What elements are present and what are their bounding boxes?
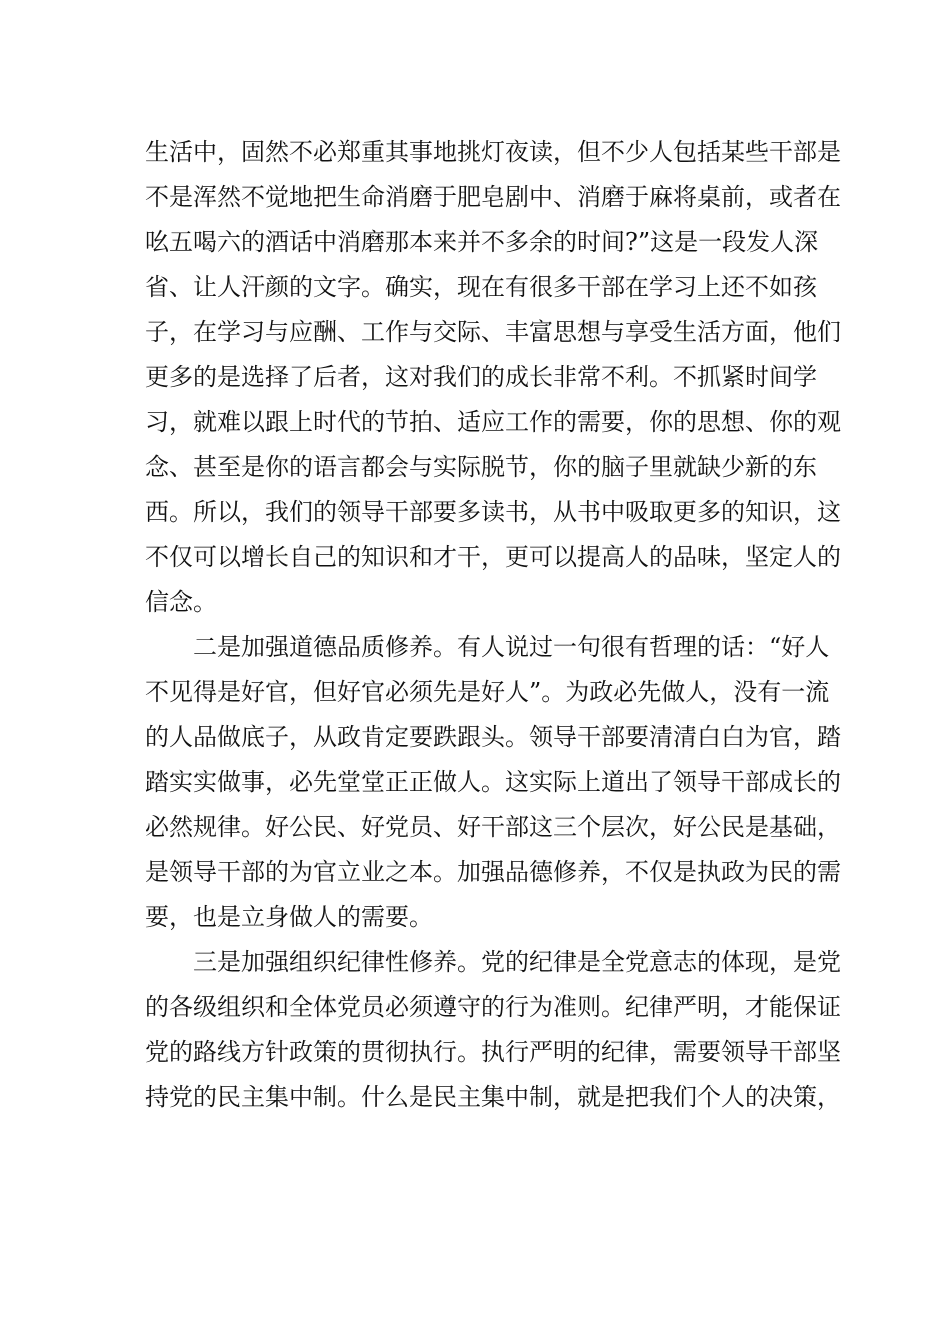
- text-line: 持党的民主集中制。什么是民主集中制，就是把我们个人的决策，: [145, 1083, 841, 1111]
- text-line: 三是加强组织纪律性修养。党的纪律是全党意志的体现，是党: [193, 948, 841, 976]
- text-line: 习，就难以跟上时代的节拍、适应工作的需要，你的思想、你的观: [145, 408, 841, 436]
- text-line: 不是浑然不觉地把生命消磨于肥皂剧中、消磨于麻将桌前，或者在: [145, 183, 841, 211]
- text-line: 省、让人汗颜的文字。确实，现在有很多干部在学习上还不如孩: [145, 273, 817, 301]
- body-text: [145, 130, 841, 1120]
- text-line: 党的路线方针政策的贯彻执行。执行严明的纪律，需要领导干部坚: [145, 1038, 841, 1066]
- text-line: 要，也是立身做人的需要。: [145, 903, 433, 931]
- text-line: 吆五喝六的酒话中消磨那本来并不多余的时间?”这是一段发人深: [145, 228, 819, 256]
- paragraph: [145, 940, 841, 1120]
- text-line: 踏实实做事，必先堂堂正正做人。这实际上道出了领导干部成长的: [145, 768, 841, 796]
- text-line: 的人品做底子，从政肯定要跌跟头。领导干部要清清白白为官，踏: [145, 723, 841, 751]
- text-line: 信念。: [145, 588, 217, 616]
- paragraph: [145, 625, 841, 940]
- text-line: 生活中，固然不必郑重其事地挑灯夜读，但不少人包括某些干部是: [145, 138, 841, 166]
- text-line: 是领导干部的为官立业之本。加强品德修养，不仅是执政为民的需: [145, 858, 841, 886]
- text-line: 二是加强道德品质修养。有人说过一句很有哲理的话：“好人: [193, 633, 830, 661]
- text-line: 子，在学习与应酬、工作与交际、丰富思想与享受生活方面，他们: [145, 318, 841, 346]
- paragraph: [145, 130, 841, 625]
- text-line: 不见得是好官，但好官必须先是好人”。为政必先做人，没有一流: [145, 678, 830, 706]
- text-line: 不仅可以增长自己的知识和才干，更可以提高人的品味，坚定人的: [145, 543, 841, 571]
- text-line: 念、甚至是你的语言都会与实际脱节，你的脑子里就缺少新的东: [145, 453, 817, 481]
- text-line: 的各级组织和全体党员必须遵守的行为准则。纪律严明，才能保证: [145, 993, 841, 1021]
- text-line: 更多的是选择了后者，这对我们的成长非常不利。不抓紧时间学: [145, 363, 817, 391]
- text-line: 必然规律。好公民、好党员、好干部这三个层次，好公民是基础，: [145, 813, 841, 841]
- text-line: 西。所以，我们的领导干部要多读书，从书中吸取更多的知识，这: [145, 498, 841, 526]
